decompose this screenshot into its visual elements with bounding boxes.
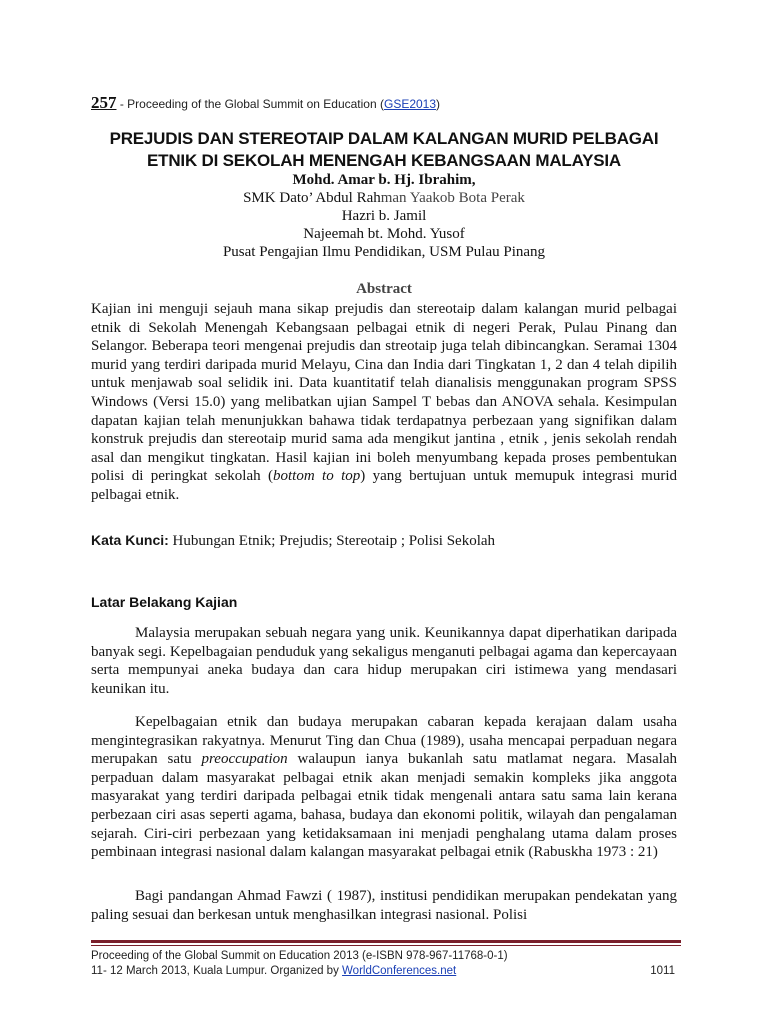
abstract-text [91,300,677,505]
footer-line-2 [91,964,681,979]
affiliation-1-tail: man Yaakob Bota Perak [380,190,525,206]
affiliation-2: Pusat Pengajian Ilmu Pendidikan, USM Pulau Pinang [222,244,546,260]
header-page-number: 257 [91,93,117,112]
header-gse-link[interactable]: GSE2013 [383,97,437,111]
paper-title [91,128,677,172]
body-paragraph-2 [91,713,677,862]
header-proceeding-text: - Proceeding of the Global Summit on Education ( [116,97,384,111]
abstract-text-main: Kajian ini menguji sejauh mana sikap prejudis dan stereotaip dalam kalangan murid pelbagai etnik di Sekolah Menengah Kebangsaan pelbagai etnik di negeri Perak, Pulau Pinang dan Selangor. Beberapa teori mengenai prejudis dan streotaip juga telah dibincangkan. Seramai 1304 murid yang terdiri daripada murid Melayu, Cina dan India dari Tingkatan 1, 2 dan 4 telah dipilih untuk menjawab soal selidik ini. Data kuantitatif telah dianalisis menggunakan program SPSS Windows (Versi 15.0) yang melibatkan ujian Sampel T bebas dan ANOVA sehala. Kesimpulan dapatan kajian telah menunjukkan bahawa tidak terdapatnya perbezaan yang signifikan dalam konstruk prejudis dan stereotaip murid sama ada mengikut jantina , etnik , jenis sekolah rendah asal dan mengikut tingkatan. Hasil kajian ini boleh menyumbang kepada proses pembentukan polisi di peringkat sekolah ( [91,301,677,485]
abstract-text-end: ) yang bertujuan untuk memupuk integrasi murid pelbagai etnik. [91,468,677,503]
author-1: Mohd. Amar b. Hj. Ibrahim, [292,172,476,188]
affiliation-1 [91,189,677,207]
section-heading: Latar Belakang Kajian [91,594,238,610]
abstract-italic: bottom to top [273,468,361,485]
keywords-text: Hubungan Etnik; Prejudis; Stereotaip ; Polisi Sekolah [168,533,496,549]
title-line-1: PREJUDIS DAN STEREOTAIP DALAM KALANGAN MURID PELBAGAI [109,129,659,148]
page-footer [91,949,681,979]
keywords [91,531,677,551]
author-block [91,171,677,261]
header-close-paren: ) [436,97,441,111]
footer-rule-thin [91,945,681,946]
abstract-heading: Abstract [356,281,412,297]
footer-page-number: 1011 [650,965,675,977]
author-3: Najeemah bt. Mohd. Yusof [303,226,465,242]
footer-organized-text: 11- 12 March 2013, Kuala Lumpur. Organized by [91,965,343,977]
p2-italic: preoccupation [201,751,288,768]
body-paragraph-1: Malaysia merupakan sebuah negara yang unik. Keunikannya dapat diperhatikan daripada banyak segi. Kepelbagaian penduduk yang sekaligus menganuti pelbagai agama dan kepercayaan serta mempunyai aneka budaya dan cara hidup merupakan ciri istimewa yang mendasari keunikan itu. [91,625,677,697]
p2-text-main: Kepelbagaian etnik dan budaya merupakan cabaran kepada kerajaan dalam usaha mengintegrasikan rakyatnya. Menurut Ting dan Chua (1989), usaha mencapai perpaduan negara merupakan satu [91,714,677,768]
footer-line-1: Proceeding of the Global Summit on Education 2013 (e-ISBN 978-967-11768-0-1) [91,950,508,962]
author-2: Hazri b. Jamil [341,208,427,224]
keywords-label: Kata Kunci: [91,532,169,548]
running-header [91,93,440,113]
footer-worldconferences-link[interactable]: WorldConferences.net [342,965,457,977]
body-paragraph-3: Bagi pandangan Ahmad Fawzi ( 1987), institusi pendidikan merupakan pendekatan yang paling sesuai dan berkesan untuk menghasilkan integrasi nasional. Polisi [91,888,677,923]
footer-rule-thick [91,940,681,943]
p2-text-end: walaupun ianya bukanlah satu matlamat negara. Masalah perpaduan dalam masyarakat pelbagai etnik akan menjadi semakin kompleks jika anggota masyarakat yang terdiri daripada pelbagai etnik tidak mengenali antara satu sama lain kerana perbezaan ciri asas seperti agama, bahasa, budaya dan ekonomi politik, wilayah dan pengalaman sejarah. Ciri-ciri perbezaan yang ketidaksamaan ini menjadi penghalang utama dalam proses pembinaan integrasi nasional dalam kalangan masyarakat pelbagai etnik (Rabuskha 1973 : 21) [91,751,677,861]
affiliation-1-head: SMK Dato’ Abdul Rah [243,190,381,206]
title-line-2: ETNIK DI SEKOLAH MENENGAH KEBANGSAAN MALAYSIA [147,151,621,170]
